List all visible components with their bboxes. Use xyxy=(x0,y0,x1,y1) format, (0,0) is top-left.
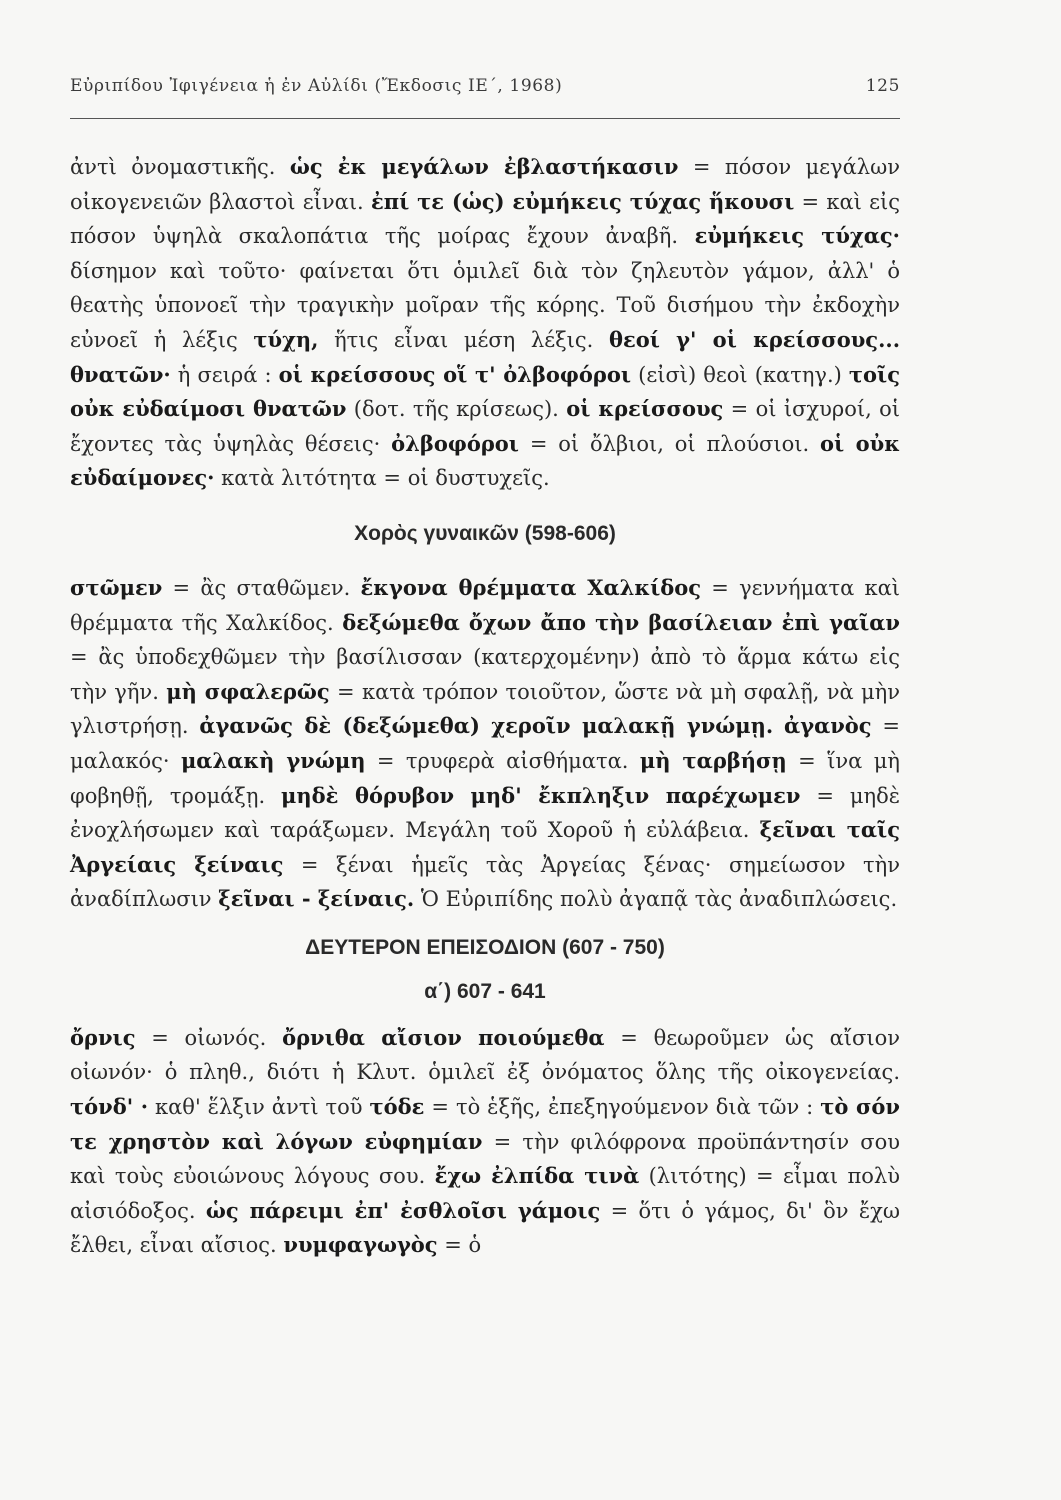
lemma: μὴ σφαλερῶς xyxy=(166,678,330,704)
heading-subsection: α΄) 607 - 641 xyxy=(424,979,546,1003)
lemma: ὀλβοφόροι xyxy=(391,430,519,456)
gloss-text: = ἂς σταθῶμεν. xyxy=(162,575,361,600)
gloss-text: κατὰ λιτότητα = οἱ δυστυχεῖς. xyxy=(214,466,550,491)
lemma: οἱ κρείσσους οἵ τ' ὀλβοφόροι xyxy=(278,361,632,387)
lemma: νυμφαγωγὸς xyxy=(283,1232,438,1258)
lemma: ὡς πάρειμι ἐπ' ἐσθλοῖσι γάμοις xyxy=(205,1197,601,1223)
gloss-text: = γεννήματα καὶ θρέμματα τῆς Χαλκίδος. xyxy=(70,575,900,635)
gloss-text: = τρυφερὰ αἰσθήματα. xyxy=(365,748,640,773)
gloss-text: Ὁ Εὐριπίδης πολὺ ἀγαπᾷ τὰς ἀναδιπλώσεις. xyxy=(414,887,898,912)
gloss-text: = πόσον μεγάλων οἰκογενειῶν βλαστοὶ εἶναι. xyxy=(70,155,900,214)
gloss-text: (δοτ. τῆς κρίσεως). xyxy=(346,397,567,422)
gloss-text: = ξέναι ἡμεῖς τὰς Ἀργείας ξένας· σημείωσον τὴν ἀναδίπλωσιν xyxy=(70,852,900,912)
lemma: οἱ οὐκ εὐδαίμονες· xyxy=(70,430,900,491)
gloss-text: = κατὰ τρόπον τοιοῦτον, ὥστε νὰ μὴ σφαλῇ, νὰ μὴν γλιστρήσῃ. xyxy=(70,679,900,739)
gloss-text: (λιτότης) = εἶμαι πολὺ αἰσιόδοξος. xyxy=(70,1164,900,1223)
gloss-text: = ἂς ὑποδεχθῶμεν τὴν βασίλισσαν (κατερχομένην) ἀπὸ τὸ ἅρμα κάτω εἰς τὴν γῆν. xyxy=(70,645,900,704)
gloss-text: = ἵνα μὴ φοβηθῇ, τρομάξῃ. xyxy=(70,748,900,808)
heading-chorus: Χορὸς γυναικῶν (598-606) xyxy=(354,521,616,545)
lemma: θεοί γ' οἱ κρείσσους... θνατῶν· xyxy=(70,326,901,387)
gloss-text: = οἰωνός. xyxy=(135,1025,283,1050)
lemma: ξεῖναι ταῖς Ἀργείαις ξείναις xyxy=(70,817,901,877)
running-head xyxy=(70,76,900,96)
lemma: ἀγανῶς δὲ (δεξώμεθα) χεροῖν μαλακῇ γνώμῃ. xyxy=(199,713,774,739)
lemma: ὄρνις xyxy=(70,1024,136,1050)
lemma: οἱ κρείσσους xyxy=(566,396,724,422)
gloss-text: ἥτις εἶναι μέση λέξις. xyxy=(318,327,609,352)
paragraph-1 xyxy=(70,150,900,496)
heading-episode: ΔΕΥΤΕΡΟΝ ΕΠΕΙΣΟΔΙΟΝ (607 - 750) xyxy=(305,935,665,959)
gloss-text: = οἱ ἰσχυροί, οἱ ἔχοντες τὰς ὑψηλὰς θέσεις· xyxy=(70,397,901,456)
paragraph-2 xyxy=(70,571,900,917)
lemma: τοῖς οὐκ εὐδαίμοσι θνατῶν xyxy=(70,361,900,422)
lemma: τὸ σόν τε χρηστὸν καὶ λόγων εὐφημίαν xyxy=(70,1094,901,1154)
gloss-text: = μαλακός· xyxy=(70,714,900,773)
lemma: ἔκγονα θρέμματα Χαλκίδος xyxy=(360,574,702,600)
lemma: ἐπί τε (ὡς) εὐμήκεις τύχας ἥκουσι xyxy=(370,188,795,214)
gloss-text: (εἰσὶ) θεοὶ (κατηγ.) xyxy=(631,362,849,387)
gloss-text: = ὁ xyxy=(437,1233,482,1258)
gloss-text: ἡ σειρά : xyxy=(170,362,279,387)
gloss-text: ἀντὶ ὀνομαστικῆς. xyxy=(70,155,290,179)
gloss-text: = τὴν φιλόφρονα προϋπάντησίν σου καὶ τοὺς εὐοιώνους λόγους σου. xyxy=(70,1129,901,1189)
lemma: εὐμήκεις τύχας· xyxy=(694,223,900,249)
lemma: μηδὲ θόρυβον μηδ' ἔκπληξιν παρέχωμεν xyxy=(281,782,801,808)
lemma: στῶμεν xyxy=(70,574,163,600)
lemma: ὡς ἐκ μεγάλων ἐβλαστήκασιν xyxy=(289,154,679,179)
body-text xyxy=(70,150,900,1263)
gloss-text: = τὸ ἑξῆς, ἐπεξηγούμενον διὰ τῶν : xyxy=(424,1095,821,1120)
gloss-text: = οἱ ὄλβιοι, οἱ πλούσιοι. xyxy=(518,431,820,456)
lemma: μὴ ταρβήσῃ xyxy=(639,747,787,773)
lemma: μαλακὴ γνώμη xyxy=(180,747,366,773)
paragraph-3 xyxy=(70,1021,900,1263)
gloss-text: = ὅτι ὁ γάμος, δι' ὃν ἔχω ἔλθει, εἶναι αἴσιος. xyxy=(70,1198,900,1258)
gloss-text: καθ' ἕλξιν ἀντὶ τοῦ xyxy=(148,1095,370,1120)
lemma: τόδε xyxy=(369,1094,425,1120)
lemma: τύχη, xyxy=(253,326,319,352)
lemma: τόνδ' · xyxy=(70,1094,149,1120)
gloss-text xyxy=(773,714,784,738)
gloss-text: = μηδὲ ἐνοχλήσωμεν καὶ ταράξωμεν. Μεγάλη τοῦ Χοροῦ ἡ εὐλάβεια. xyxy=(70,783,900,843)
lemma: ξεῖναι - ξείναις. xyxy=(218,886,415,912)
page-number: 125 xyxy=(865,76,900,96)
lemma: ἀγανὸς xyxy=(784,713,872,739)
lemma: ἔχω ἐλπίδα τινὰ xyxy=(434,1163,640,1189)
running-title: Εὐριπίδου Ἰφιγένεια ἡ ἐν Αὐλίδι (Ἔκδοσις ΙΕ΄, 1968) xyxy=(70,76,563,96)
gloss-text: = θεωροῦμεν ὡς αἴσιον οἰωνόν· ὁ πληθ., διότι ἡ Κλυτ. ὁμιλεῖ ἐξ ὀνόματος ὅλης τῆς οἰκογενείας. xyxy=(70,1025,900,1085)
gloss-text: = καὶ εἰς πόσον ὑψηλὰ σκαλοπάτια τῆς μοίρας ἔχουν ἀναβῆ. xyxy=(70,189,900,249)
gloss-text: δίσημον καὶ τοῦτο· φαίνεται ὅτι ὁμιλεῖ διὰ τὸν ζηλευτὸν γάμον, ἀλλ' ὁ θεατὴς ὑπονοεῖ τὴν τραγικὴν μοῖραν τῆς κόρης. Τοῦ δισήμου τὴν ἐκδοχὴν εὐνοεῖ ἡ λέξις xyxy=(70,258,900,352)
header-rule xyxy=(70,118,900,119)
lemma: ὄρνιθα αἴσιον ποιούμεθα xyxy=(282,1024,605,1050)
lemma: δεξώμεθα ὄχων ἄπο τὴν βασίλειαν ἐπὶ γαῖαν xyxy=(342,609,900,635)
